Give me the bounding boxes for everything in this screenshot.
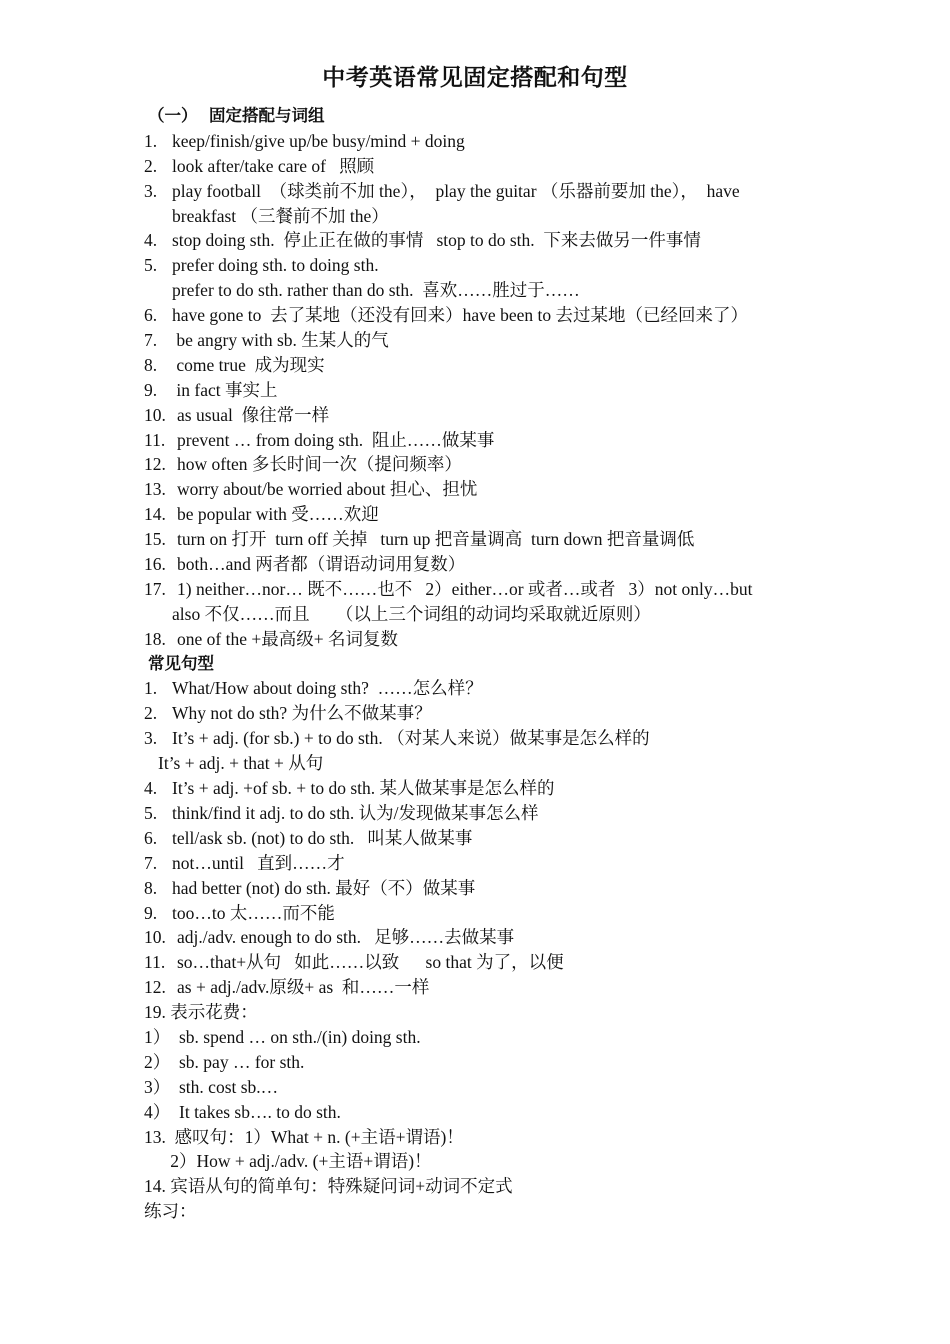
section2-item-text: think/find it adj. to do sth. 认为/发现做某事怎么样: [172, 802, 539, 823]
section2-item-text: so…that+从句 如此……以致 so that 为了，以便: [177, 952, 564, 973]
section3-line: 2） sb. pay … for sth.: [144, 1051, 305, 1072]
section2-item-number: 5.: [144, 802, 158, 823]
section2-item: [144, 676, 824, 701]
section1-item: [144, 129, 824, 154]
section2-heading: 常见句型: [148, 653, 214, 673]
section2-item-number: 9.: [144, 902, 158, 923]
section2-item-number: 3.: [144, 728, 158, 749]
section1-item: [144, 378, 824, 403]
section2-item: [144, 901, 824, 926]
section2-item: [144, 975, 824, 1000]
section1-item-number: 18.: [144, 628, 166, 649]
section1-item-number: 17.: [144, 578, 166, 599]
section1-item-number: 1.: [144, 130, 158, 151]
section2-item-number: 6.: [144, 827, 158, 848]
section1-item-text: worry about/be worried about 担心、担忧: [177, 479, 478, 500]
section1-item: [144, 179, 824, 204]
section1-item-text: prevent … from doing sth. 阻止……做某事: [177, 429, 495, 450]
section1-item-number: 10.: [144, 404, 166, 425]
section3-line: 1） sb. spend … on sth./(in) doing sth.: [144, 1026, 421, 1047]
section1-item-text: prefer doing sth. to doing sth.: [172, 255, 379, 276]
section1-item-text: one of the +最高级+ 名词复数: [177, 628, 398, 649]
section1-item: [144, 204, 824, 229]
section1-item-number: 3.: [144, 180, 158, 201]
section2-item-text: What/How about doing sth? ……怎么样？: [172, 678, 483, 699]
section1-item: [144, 527, 824, 552]
section1-item-text: have gone to 去了某地（还没有回来）have been to 去过某地（已经回来了）: [172, 305, 748, 326]
section1-item: [144, 627, 824, 652]
section2-item-text: It’s + adj. +of sb. + to do sth. 某人做某事是怎么样的: [172, 778, 555, 799]
section1-item-number: 13.: [144, 479, 166, 500]
section1-item: [144, 278, 824, 303]
section1-item-number: 2.: [144, 155, 158, 176]
section1-item: [144, 502, 824, 527]
section1-item: [144, 552, 824, 577]
section2-item: [144, 851, 824, 876]
section1-item: [144, 577, 824, 602]
section1-item-text: come true 成为现实: [172, 354, 325, 375]
section1-item: [144, 403, 824, 428]
section1-item-number: 11.: [144, 429, 166, 450]
section1-item: [144, 253, 824, 278]
section2-item: [144, 701, 824, 726]
section2-item: [144, 950, 824, 975]
section1-item: [144, 602, 824, 627]
section2-item-text: adj./adv. enough to do sth. 足够……去做某事: [177, 927, 515, 948]
section1-item-text: be angry with sb. 生某人的气: [172, 330, 389, 351]
section3-line: 2）How + adj./adv. (+主语+谓语)！: [144, 1151, 432, 1172]
section3-line: 4） It takes sb…. to do sth.: [144, 1101, 341, 1122]
section1-item-number: 12.: [144, 454, 166, 475]
section3-line: 3） sth. cost sb.…: [144, 1076, 279, 1097]
section2-item-text: as + adj./adv.原级+ as 和……一样: [177, 977, 430, 998]
section2-item-number: 7.: [144, 852, 158, 873]
section1-item: [144, 477, 824, 502]
section3-list: [144, 1000, 824, 1224]
section1-item-text: both…and 两者都（谓语动词用复数）: [177, 554, 466, 575]
section1-item-number: 5.: [144, 255, 158, 276]
section1-item-text: breakfast （三餐前不加 the）: [172, 205, 389, 226]
section2-item: [144, 826, 824, 851]
section1-item-text: keep/finish/give up/be busy/mind + doing: [172, 130, 465, 151]
section2-item-number: 11.: [144, 952, 166, 973]
section2-item: [144, 776, 824, 801]
section1-item-number: 15.: [144, 529, 166, 550]
section1-item: [144, 328, 824, 353]
section1-item-text: how often 多长时间一次（提问频率）: [177, 454, 462, 475]
section1-item: [144, 228, 824, 253]
section1-item-number: 8.: [144, 354, 158, 375]
section2-item-number: 4.: [144, 778, 158, 799]
section2-item: [144, 801, 824, 826]
section2-item: [144, 726, 824, 751]
section1-item-text: as usual 像往常一样: [177, 404, 330, 425]
section1-item-text: prefer to do sth. rather than do sth. 喜欢……胜过于……: [172, 280, 580, 301]
section2-item-number: 1.: [144, 678, 158, 699]
section1-item-text: in fact 事实上: [172, 379, 278, 400]
section2-item: [144, 751, 824, 776]
section2-item-number: 12.: [144, 977, 166, 998]
section2-item-number: 8.: [144, 877, 158, 898]
section1-item-text: play football （球类前不加 the）， play the guitar （乐器前要加 the）， have: [172, 180, 740, 201]
section1-item-text: turn on 打开 turn off 关掉 turn up 把音量调高 turn down 把音量调低: [177, 529, 695, 550]
section2-list: [144, 676, 824, 1000]
section1-item-text: 1) neither…nor… 既不……也不 2）either…or 或者…或者 3）not only…but: [177, 578, 753, 599]
section3-line: 13. 感叹句：1）What + n. (+主语+谓语)！: [144, 1126, 464, 1147]
section1-item-text: also 不仅……而且 （以上三个词组的动词均采取就近原则）: [172, 603, 651, 624]
section2-item-text: It’s + adj. + that + 从句: [158, 753, 324, 774]
document-title: 中考英语常见固定搭配和句型: [322, 65, 628, 91]
section2-item-text: not…until 直到……才: [172, 852, 345, 873]
section1-item-number: 14.: [144, 504, 166, 525]
section1-item: [144, 452, 824, 477]
section2-item-text: It’s + adj. (for sb.) + to do sth. （对某人来说）做某事是怎么样的: [172, 728, 650, 749]
section2-item: [144, 925, 824, 950]
section3-line: 19. 表示花费：: [144, 1002, 258, 1023]
section2-item-text: tell/ask sb. (not) to do sth. 叫某人做某事: [172, 827, 473, 848]
section1-item-number: 7.: [144, 330, 158, 351]
section1-item: [144, 428, 824, 453]
section2-item-text: too…to 太……而不能: [172, 902, 335, 923]
section2-item-text: Why not do sth? 为什么不做某事？: [172, 703, 432, 724]
section3-line: 14. 宾语从句的简单句：特殊疑问词+动词不定式: [144, 1176, 513, 1197]
section1-item-text: be popular with 受……欢迎: [177, 504, 379, 525]
section1-item-number: 6.: [144, 305, 158, 326]
section2-item-number: 2.: [144, 703, 158, 724]
section1-heading: （一） 固定搭配与词组: [148, 106, 325, 125]
section2-item-number: 10.: [144, 927, 166, 948]
document-body: [144, 104, 824, 1224]
section1-item-text: look after/take care of 照顾: [172, 155, 375, 176]
section1-item-number: 9.: [144, 379, 158, 400]
section2-item: [144, 876, 824, 901]
section2-item-text: had better (not) do sth. 最好（不）做某事: [172, 877, 476, 898]
section1-item: [144, 154, 824, 179]
section1-item: [144, 353, 824, 378]
section1-list: [144, 129, 824, 652]
section1-item: [144, 303, 824, 328]
section1-item-number: 4.: [144, 230, 158, 251]
section1-item-number: 16.: [144, 554, 166, 575]
section1-item-text: stop doing sth. 停止正在做的事情 stop to do sth. 下来去做另一件事情: [172, 230, 701, 251]
section3-line: 练习：: [144, 1201, 197, 1222]
